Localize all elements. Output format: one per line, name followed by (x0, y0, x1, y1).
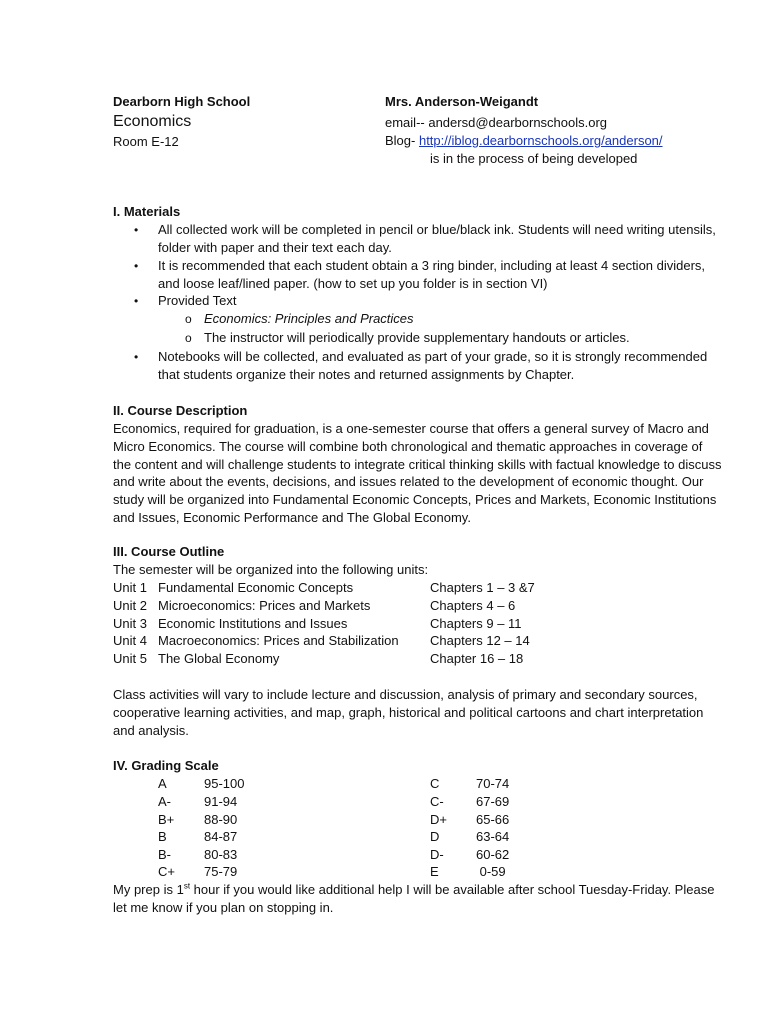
outline-heading: III. Course Outline (113, 544, 225, 559)
grade-range: 84-87 (204, 829, 238, 844)
grade-letter: B- (158, 847, 171, 862)
unit-number: Unit 3 (113, 616, 147, 631)
unit-chapters: Chapters 9 – 11 (430, 616, 522, 631)
unit-number: Unit 5 (113, 651, 147, 666)
unit-title: Economic Institutions and Issues (158, 616, 348, 631)
unit-title: Microeconomics: Prices and Markets (158, 598, 371, 613)
blog-label: Blog- (385, 133, 419, 148)
grade-range: 91-94 (204, 794, 238, 809)
prep-ordinal: st (183, 881, 191, 891)
grade-letter: B (158, 829, 167, 844)
unit-number: Unit 2 (113, 598, 147, 613)
school-name: Dearborn High School (113, 94, 251, 109)
materials-heading: I. Materials (113, 204, 181, 219)
grade-range: 75-79 (204, 864, 238, 879)
materials-bullet-1: All collected work will be completed in pencil or blue/black ink. Students will need writing utensils, folder with paper and their text each day. (158, 222, 716, 255)
grade-range: 65-66 (476, 812, 510, 827)
grade-letter: C+ (158, 864, 175, 879)
grade-letter: D (430, 829, 440, 844)
grade-range: 67-69 (476, 794, 510, 809)
grade-range: 70-74 (476, 776, 510, 791)
grade-letter: D- (430, 847, 444, 862)
description-text: Economics, required for graduation, is a one-semester course that offers a general survey of Macro and Micro Economics. The course will combine both chronological and thematic approaches in coverage of the content and will challenge students to integrate critical thinking skills with factual knowledge to discuss and write about the events, decisions, and issues related to the development of economic thought. Our study will be organized into Fundamental Economic Concepts, Prices and Markets, Economic Institutions and Issues, Economic Performance and The Global Economy. (113, 421, 722, 525)
unit-number: Unit 1 (113, 580, 147, 595)
unit-chapters: Chapters 12 – 14 (430, 633, 530, 648)
materials-bullet-2: It is recommended that each student obtain a 3 ring binder, including at least 4 section dividers, and loose leaf/lined paper. (how to set up you folder is in section VI) (158, 258, 706, 291)
grade-row (0, 863, 600, 881)
prep-text-start: My prep is 1 (113, 882, 184, 897)
grade-letter: A- (158, 794, 171, 809)
activities-text: Class activities will vary to include lecture and discussion, analysis of primary and secondary sources, cooperative learning activities, and map, graph, historical and political cartoons and chart interpretation and analysis. (113, 687, 704, 738)
blog-note: is in the process of being developed (430, 151, 638, 166)
course-title: Economics (113, 113, 192, 130)
materials-sub-2: The instructor will periodically provide supplementary handouts or articles. (204, 330, 630, 345)
sub-bullet-marker: o (185, 312, 192, 326)
blog-line (385, 132, 663, 150)
unit-chapters: Chapters 1 – 3 &7 (430, 580, 535, 595)
grade-range: 0-59 (476, 864, 506, 879)
grade-letter: A (158, 776, 167, 791)
teacher-email: email-- andersd@dearbornschools.org (385, 115, 608, 130)
outline-intro: The semester will be organized into the following units: (113, 562, 429, 577)
grade-row (0, 828, 600, 846)
unit-row (113, 650, 613, 668)
materials-bullet-3: Provided Text (158, 293, 237, 308)
sub-bullet-marker: o (185, 331, 192, 345)
grade-range: 60-62 (476, 847, 510, 862)
unit-chapters: Chapters 4 – 6 (430, 598, 516, 613)
unit-title: The Global Economy (158, 651, 280, 666)
description-heading: II. Course Description (113, 403, 248, 418)
unit-number: Unit 4 (113, 633, 147, 648)
unit-chapters: Chapter 16 – 18 (430, 651, 524, 666)
unit-title: Macroeconomics: Prices and Stabilization (158, 633, 399, 648)
grade-range: 63-64 (476, 829, 510, 844)
blog-link[interactable]: http://iblog.dearbornschools.org/anderson/ (418, 133, 663, 148)
materials-sub-1: Economics: Principles and Practices (204, 311, 414, 326)
teacher-name: Mrs. Anderson-Weigandt (385, 94, 539, 109)
bullet-marker: • (134, 350, 139, 364)
grade-letter: C (430, 776, 440, 791)
grading-heading: IV. Grading Scale (113, 758, 219, 773)
grade-row (0, 775, 600, 793)
bullet-marker: • (134, 223, 139, 237)
bullet-marker: • (134, 259, 139, 273)
unit-title: Fundamental Economic Concepts (158, 580, 354, 595)
grade-range: 88-90 (204, 812, 238, 827)
unit-row (113, 615, 613, 633)
grade-letter: B+ (158, 812, 175, 827)
grade-row (0, 811, 600, 829)
room-number: Room E-12 (113, 134, 179, 149)
grade-letter: E (430, 864, 439, 879)
unit-row (113, 632, 613, 650)
unit-row (113, 597, 613, 615)
grade-range: 95-100 (204, 776, 245, 791)
prep-note (113, 881, 723, 917)
grade-letter: D+ (430, 812, 447, 827)
bullet-marker: • (134, 294, 139, 308)
unit-row (113, 579, 613, 597)
materials-bullet-4: Notebooks will be collected, and evaluated as part of your grade, so it is strongly recommended that students organize their notes and returned assignments by Chapter. (158, 349, 708, 382)
grade-letter: C- (430, 794, 444, 809)
grade-row (0, 846, 600, 864)
prep-text-end: hour if you would like additional help I will be available after school Tuesday-Friday. Please let me know if you plan on stopping in. (113, 882, 715, 915)
grade-range: 80-83 (204, 847, 238, 862)
grade-row (0, 793, 600, 811)
